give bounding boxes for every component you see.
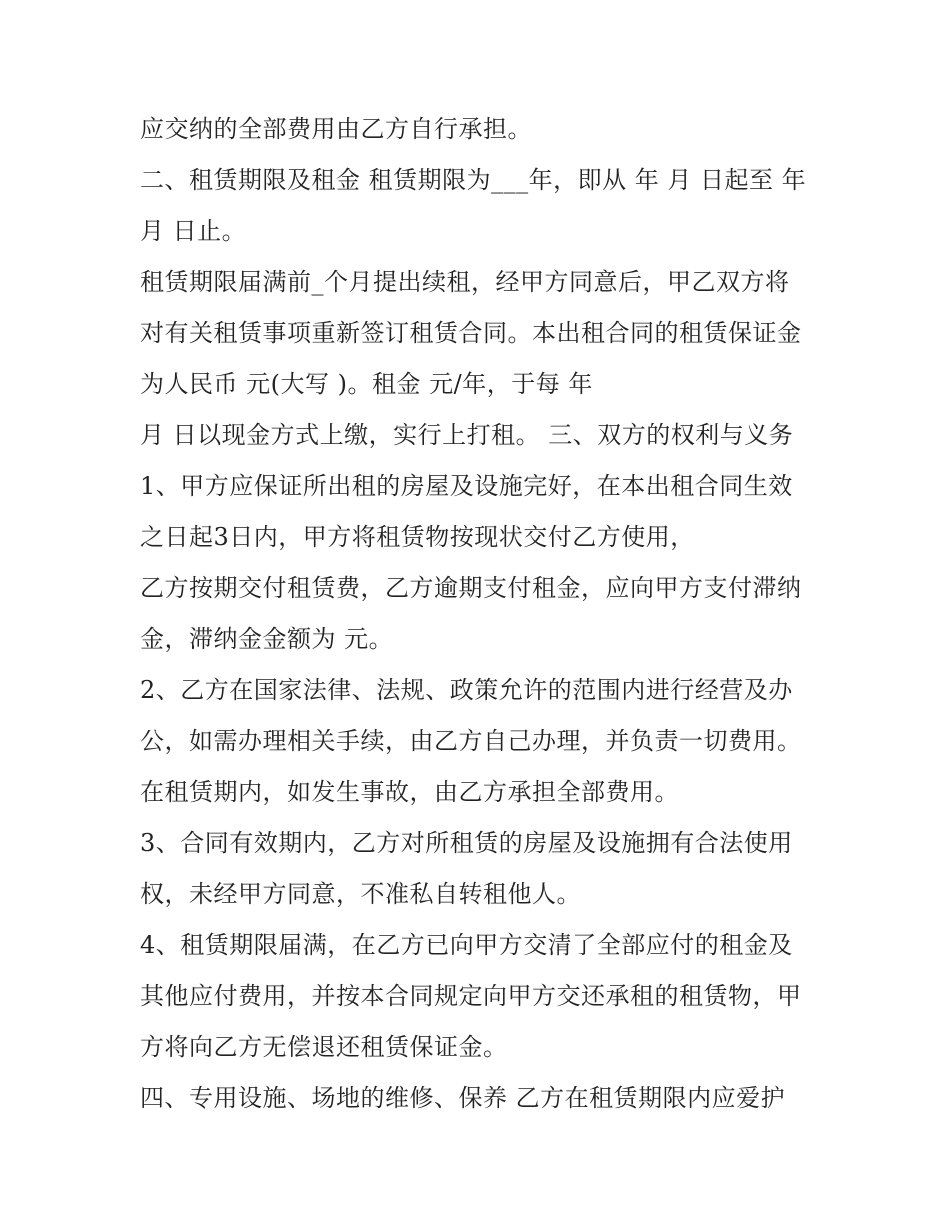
text-line: 对有关租赁事项重新签订租赁合同。本出租合同的租赁保证金 [140, 319, 802, 347]
text-line: 为人民币 元(大写 )。租金 元/年，于每 年 [140, 370, 593, 398]
text-line: 应交纳的全部费用由乙方自行承担。 [140, 115, 532, 143]
text-line: 方将向乙方无偿退还租赁保证金。 [140, 1033, 508, 1061]
text-line: 乙方按期交付租赁费，乙方逾期支付租金，应向甲方支付滞纳 [140, 574, 802, 602]
text-line: 之日起3日内，甲方将租赁物按现状交付乙方使用， [140, 523, 695, 551]
text-line: 2、乙方在国家法律、法规、政策允许的范围内进行经营及办 [140, 676, 793, 704]
text-line: 月 日以现金方式上缴，实行上打租。 三、双方的权利与义务 [140, 421, 794, 449]
text-line: 金，滞纳金金额为 元。 [140, 625, 394, 653]
text-line: 月 日止。 [140, 217, 247, 245]
text-line: 其他应付费用，并按本合同规定向甲方交还承租的租赁物，甲 [140, 982, 802, 1010]
text-line: 权，未经甲方同意，不准私自转租他人。 [140, 880, 581, 908]
text-line: 租赁期限届满前_个月提出续租，经甲方同意后，甲乙双方将 [140, 268, 790, 296]
text-line: 1、甲方应保证所出租的房屋及设施完好，在本出租合同生效 [140, 472, 793, 500]
text-line: 4、租赁期限届满，在乙方已向甲方交清了全部应付的租金及 [140, 931, 793, 959]
text-line: 公，如需办理相关手续，由乙方自己办理，并负责一切费用。 [140, 727, 802, 755]
text-line: 二、租赁期限及租金 租赁期限为___年，即从 年 月 日起至 年 [140, 166, 807, 194]
text-line: 四、专用设施、场地的维修、保养 乙方在租赁期限内应爱护 [140, 1084, 786, 1112]
text-line: 3、合同有效期内，乙方对所租赁的房屋及设施拥有合法使用 [140, 829, 793, 857]
text-line: 在租赁期内，如发生事故，由乙方承担全部费用。 [140, 778, 679, 806]
